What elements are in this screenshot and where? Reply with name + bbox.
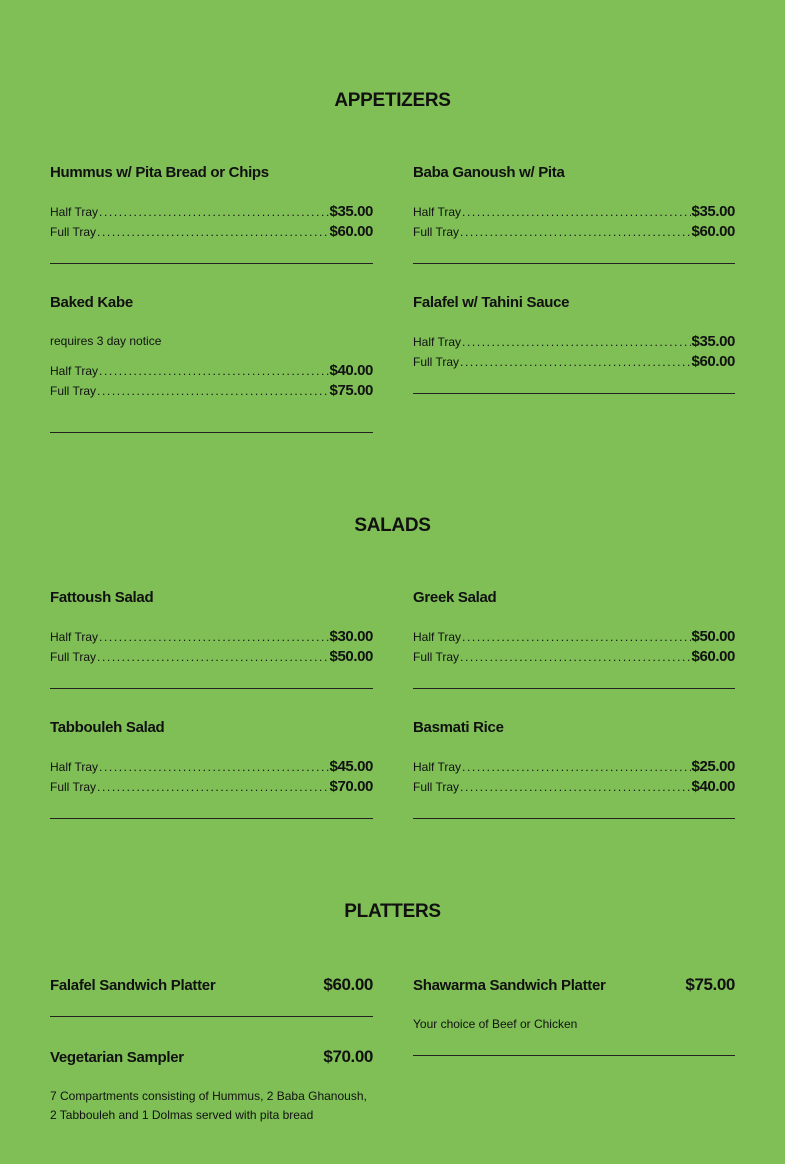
price-row-full	[50, 777, 373, 797]
price: $45.00	[329, 758, 373, 775]
menu-item-shawarma-platter	[413, 975, 735, 1034]
dot-leader	[99, 757, 329, 777]
price: $60.00	[691, 648, 735, 665]
menu-item-greek-salad	[413, 589, 735, 667]
dot-leader	[462, 202, 691, 222]
tray-label: Half Tray	[413, 760, 462, 774]
price-row-full	[413, 647, 735, 667]
price-row-half	[50, 202, 373, 222]
dot-leader	[460, 222, 691, 242]
tray-label: Half Tray	[50, 364, 99, 378]
dot-leader	[460, 352, 691, 372]
tray-label: Full Tray	[413, 780, 460, 794]
price-row-half	[413, 202, 735, 222]
item-name: Falafel Sandwich Platter	[50, 977, 216, 994]
menu-item-falafel	[413, 294, 735, 372]
tray-label: Half Tray	[50, 205, 99, 219]
dot-leader	[97, 647, 329, 667]
menu-item-basmati-rice	[413, 719, 735, 797]
price: $75.00	[685, 975, 735, 994]
price-row-full	[50, 222, 373, 242]
price: $35.00	[691, 203, 735, 220]
menu-item-falafel-platter	[50, 975, 373, 995]
price: $50.00	[691, 628, 735, 645]
price: $25.00	[691, 758, 735, 775]
item-name: Vegetarian Sampler	[50, 1049, 184, 1066]
item-note: 7 Compartments consisting of Hummus, 2 Baba Ghanoush, 2 Tabbouleh and 1 Dolmas served with pita bread	[50, 1089, 367, 1122]
price-row-full	[50, 381, 373, 401]
price: $60.00	[323, 975, 373, 994]
menu-item-vegetarian-sampler	[50, 1047, 373, 1125]
price-row-half	[50, 627, 373, 647]
tray-label: Half Tray	[50, 630, 99, 644]
tray-label: Half Tray	[413, 630, 462, 644]
item-name: Tabbouleh Salad	[50, 719, 165, 736]
item-note: Your choice of Beef or Chicken	[413, 1017, 578, 1031]
price: $60.00	[329, 223, 373, 240]
item-name: Baked Kabe	[50, 294, 133, 311]
price-row-half	[413, 757, 735, 777]
price-row-half	[413, 332, 735, 352]
tray-label: Full Tray	[413, 225, 460, 239]
tray-label: Half Tray	[50, 760, 99, 774]
price: $30.00	[329, 628, 373, 645]
price-row-full	[413, 222, 735, 242]
menu-item-fattoush	[50, 589, 373, 667]
menu-item-tabbouleh	[50, 719, 373, 797]
divider	[413, 688, 735, 689]
divider	[50, 263, 373, 264]
item-name: Shawarma Sandwich Platter	[413, 977, 606, 994]
dot-leader	[460, 647, 691, 667]
dot-leader	[97, 222, 329, 242]
price: $75.00	[329, 382, 373, 399]
divider	[50, 688, 373, 689]
price: $50.00	[329, 648, 373, 665]
price-row-full	[413, 777, 735, 797]
price: $40.00	[329, 362, 373, 379]
price-row-half	[50, 757, 373, 777]
tray-label: Half Tray	[413, 335, 462, 349]
tray-label: Half Tray	[413, 205, 462, 219]
tray-label: Full Tray	[50, 780, 97, 794]
dot-leader	[460, 777, 691, 797]
divider	[50, 1016, 373, 1017]
price-row-full	[50, 647, 373, 667]
tray-label: Full Tray	[50, 384, 97, 398]
price-row-full	[413, 352, 735, 372]
menu-item-baked-kabe	[50, 294, 373, 401]
dot-leader	[97, 777, 329, 797]
price: $70.00	[323, 1047, 373, 1066]
item-name: Greek Salad	[413, 589, 497, 606]
price: $70.00	[329, 778, 373, 795]
price: $60.00	[691, 223, 735, 240]
item-note: requires 3 day notice	[50, 334, 162, 348]
item-name: Hummus w/ Pita Bread or Chips	[50, 164, 269, 181]
section-title-salads: SALADS	[354, 515, 431, 536]
section-title-platters: PLATTERS	[344, 901, 441, 922]
divider	[413, 818, 735, 819]
price: $60.00	[691, 353, 735, 370]
tray-label: Full Tray	[413, 650, 460, 664]
dot-leader	[99, 361, 329, 381]
tray-label: Full Tray	[50, 650, 97, 664]
dot-leader	[462, 627, 691, 647]
divider	[413, 263, 735, 264]
dot-leader	[462, 757, 691, 777]
price: $35.00	[329, 203, 373, 220]
price: $35.00	[691, 333, 735, 350]
divider	[413, 393, 735, 394]
menu-item-baba-ganoush	[413, 164, 735, 242]
dot-leader	[99, 627, 329, 647]
price-row-half	[50, 361, 373, 381]
price-row-half	[413, 627, 735, 647]
tray-label: Full Tray	[413, 355, 460, 369]
price: $40.00	[691, 778, 735, 795]
divider	[50, 818, 373, 819]
item-name: Basmati Rice	[413, 719, 504, 736]
menu-item-hummus	[50, 164, 373, 242]
dot-leader	[99, 202, 329, 222]
dot-leader	[97, 381, 329, 401]
tray-label: Full Tray	[50, 225, 97, 239]
dot-leader	[462, 332, 691, 352]
item-name: Fattoush Salad	[50, 589, 154, 606]
divider	[413, 1055, 735, 1056]
divider	[50, 432, 373, 433]
item-name: Falafel w/ Tahini Sauce	[413, 294, 570, 311]
item-name: Baba Ganoush w/ Pita	[413, 164, 565, 181]
section-title-appetizers: APPETIZERS	[334, 90, 451, 111]
